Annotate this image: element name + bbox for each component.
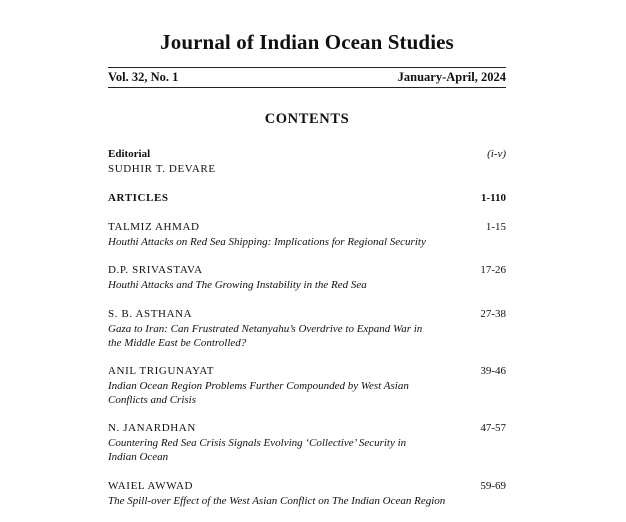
articles-section-header bbox=[108, 191, 506, 206]
article-author: TALMIZ AHMAD bbox=[108, 221, 200, 233]
article-title: Houthi Attacks on Red Sea Shipping: Implications for Regional Security bbox=[108, 235, 426, 248]
article-entry bbox=[108, 307, 506, 351]
article-entry bbox=[108, 364, 506, 408]
article-pages: 59-69 bbox=[480, 480, 506, 492]
article-pages: 27-38 bbox=[480, 308, 506, 320]
article-entry bbox=[108, 220, 506, 249]
article-pages: 1-15 bbox=[485, 221, 506, 233]
contents-heading: CONTENTS bbox=[264, 111, 350, 127]
article-author: S. B. ASTHANA bbox=[108, 308, 193, 320]
article-title: Gaza to Iran: Can Frustrated Netanyahu’s Overdrive to Expand War in the Middle East be Controlled? bbox=[108, 322, 423, 349]
article-pages: 47-57 bbox=[480, 422, 506, 434]
article-entry bbox=[108, 479, 506, 508]
editorial-label: Editorial bbox=[108, 148, 151, 160]
article-title: Countering Red Sea Crisis Signals Evolving ‘Collective’ Security in Indian Ocean bbox=[108, 436, 407, 463]
articles-pages: 1-110 bbox=[480, 192, 506, 204]
article-pages: 39-46 bbox=[480, 365, 506, 377]
articles-label: ARTICLES bbox=[108, 192, 169, 204]
article-title: The Spill-over Effect of the West Asian Conflict on The Indian Ocean Region bbox=[108, 494, 446, 507]
volume-number: Vol. 32, No. 1 bbox=[108, 70, 179, 84]
article-entry bbox=[108, 263, 506, 292]
article-title: Indian Ocean Region Problems Further Compounded by West Asian Conflicts and Crisis bbox=[108, 379, 409, 406]
header-rule-top bbox=[108, 67, 506, 68]
article-entry bbox=[108, 421, 506, 465]
article-author: N. JANARDHAN bbox=[108, 422, 196, 434]
article-author: ANIL TRIGUNAYAT bbox=[108, 365, 215, 377]
editorial-pages: (i-v) bbox=[487, 148, 506, 160]
journal-title: Journal of Indian Ocean Studies bbox=[160, 30, 454, 54]
editorial-entry bbox=[108, 147, 506, 176]
article-title: Houthi Attacks and The Growing Instability in the Red Sea bbox=[108, 278, 367, 291]
editorial-author: SUDHIR T. DEVARE bbox=[108, 162, 216, 175]
article-author: WAIEL AWWAD bbox=[108, 480, 194, 492]
article-author: D.P. SRIVASTAVA bbox=[108, 264, 203, 276]
article-pages: 17-26 bbox=[480, 264, 506, 276]
issue-period: January-April, 2024 bbox=[397, 70, 506, 84]
header-rule-bottom bbox=[108, 87, 506, 88]
